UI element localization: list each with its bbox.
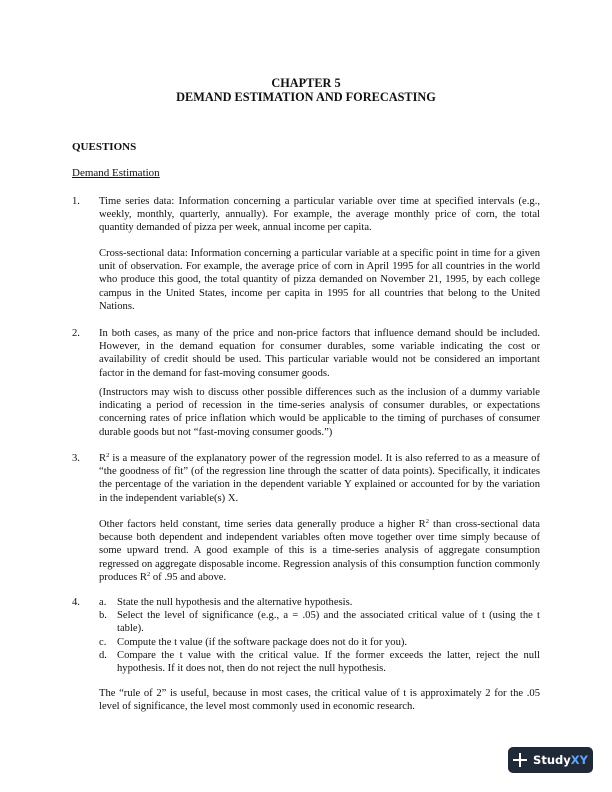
text-run: Other factors held constant, time series data generally produce a higher R bbox=[99, 519, 426, 530]
item-paragraph: The “rule of 2” is useful, because in most cases, the critical value of t is approximately 2 for the .05 level of significance, the level most commonly used in economic research. bbox=[99, 688, 540, 713]
text-run: than cross-sectional data because both dependent and independent variables often move together over time simply because of some upward trend. A good example of this is a time-series analysis of aggregate consumption regressed on aggregate disposable income. Regression analysis of this consumption function commonly produces R bbox=[99, 519, 540, 583]
questions-heading: QUESTIONS bbox=[72, 141, 137, 153]
plus-icon bbox=[513, 753, 527, 767]
badge-word-xy: XY bbox=[570, 753, 588, 767]
list-letter: a. bbox=[99, 597, 107, 608]
chapter-title: DEMAND ESTIMATION AND FORECASTING bbox=[176, 90, 436, 104]
item-paragraph bbox=[99, 518, 540, 584]
list-text: Select the level of significance (e.g., a = .05) and the associated critical value of t (using the t table). bbox=[117, 610, 540, 635]
studyxy-badge[interactable] bbox=[508, 747, 593, 773]
item-paragraph: (Instructors may wish to discuss other possible differences such as the inclusion of a dummy variable indicating a period of recession in the time-series analysis of consumer durables, or expectations concerning rates of price inflation which would be applicable to the timing of purchases of consumer durable goods but not “fast-moving consumer goods.”) bbox=[99, 387, 540, 438]
superscript: 2 bbox=[425, 518, 429, 525]
list-text: Compare the t value with the critical value. If the former exceeds the latter, reject the null hypothesis. If it does not, then do not reject the null hypothesis. bbox=[117, 649, 540, 675]
list-letter: b. bbox=[99, 610, 107, 622]
text-run: of .95 and above. bbox=[150, 571, 227, 583]
item-paragraph: Time series data: Information concerning a particular variable over time at specified intervals (e.g., weekly, monthly, quarterly, annually). For example, the average monthly price of corn, the total quantity demanded of pizza per week, annual income per capita. bbox=[99, 196, 540, 234]
list-item bbox=[99, 609, 540, 635]
chapter-number: CHAPTER 5 bbox=[271, 76, 341, 90]
list-letter: d. bbox=[99, 649, 107, 661]
text-run: is a measure of the explanatory power of the regression model. It is also referred to as a measure of “the goodness of fit” (of the regression line through the scatter of data points). Specifically, it indicates the percentage of the variation in the dependent variable Y explained or accounted for by the variation in the independent variable(s) X. bbox=[99, 453, 540, 504]
superscript: 2 bbox=[106, 452, 110, 459]
list-item bbox=[99, 596, 540, 609]
item-number: 2. bbox=[72, 328, 80, 339]
item-number: 4. bbox=[72, 597, 80, 608]
list-item bbox=[99, 636, 540, 649]
item-paragraph: Cross-sectional data: Information concerning a particular variable at a specific point in time for a given unit of observation. For example, the average price of corn in April 1995 for all countries in the world who produce this good, the total quantity of pizza demanded on November 21, 1995, by each college campus in the United States, income per capita in 1995 for all countries that belong to the United Nations. bbox=[99, 248, 540, 312]
badge-word-study: Study bbox=[533, 753, 571, 767]
superscript: 2 bbox=[146, 570, 151, 578]
hypothesis-steps-list bbox=[99, 596, 540, 675]
item-paragraph bbox=[99, 452, 540, 505]
r-squared-r: R bbox=[99, 453, 107, 464]
list-text: Compute the t value (if the software package does not do it for you). bbox=[117, 636, 408, 648]
item-number: 1. bbox=[72, 196, 80, 207]
section-heading: Demand Estimation bbox=[72, 167, 160, 179]
item-number: 3. bbox=[72, 453, 80, 464]
list-text: State the null hypothesis and the alternative hypothesis. bbox=[117, 597, 353, 608]
list-letter: c. bbox=[99, 636, 107, 648]
item-paragraph: In both cases, as many of the price and non-price factors that influence demand should be included. However, in the demand equation for consumer durables, some variable indicating the cost or availability of credit should be used. This particular variable would not be considered an important factor in the demand for fast-moving consumer goods. bbox=[99, 328, 540, 379]
list-item bbox=[99, 649, 540, 675]
